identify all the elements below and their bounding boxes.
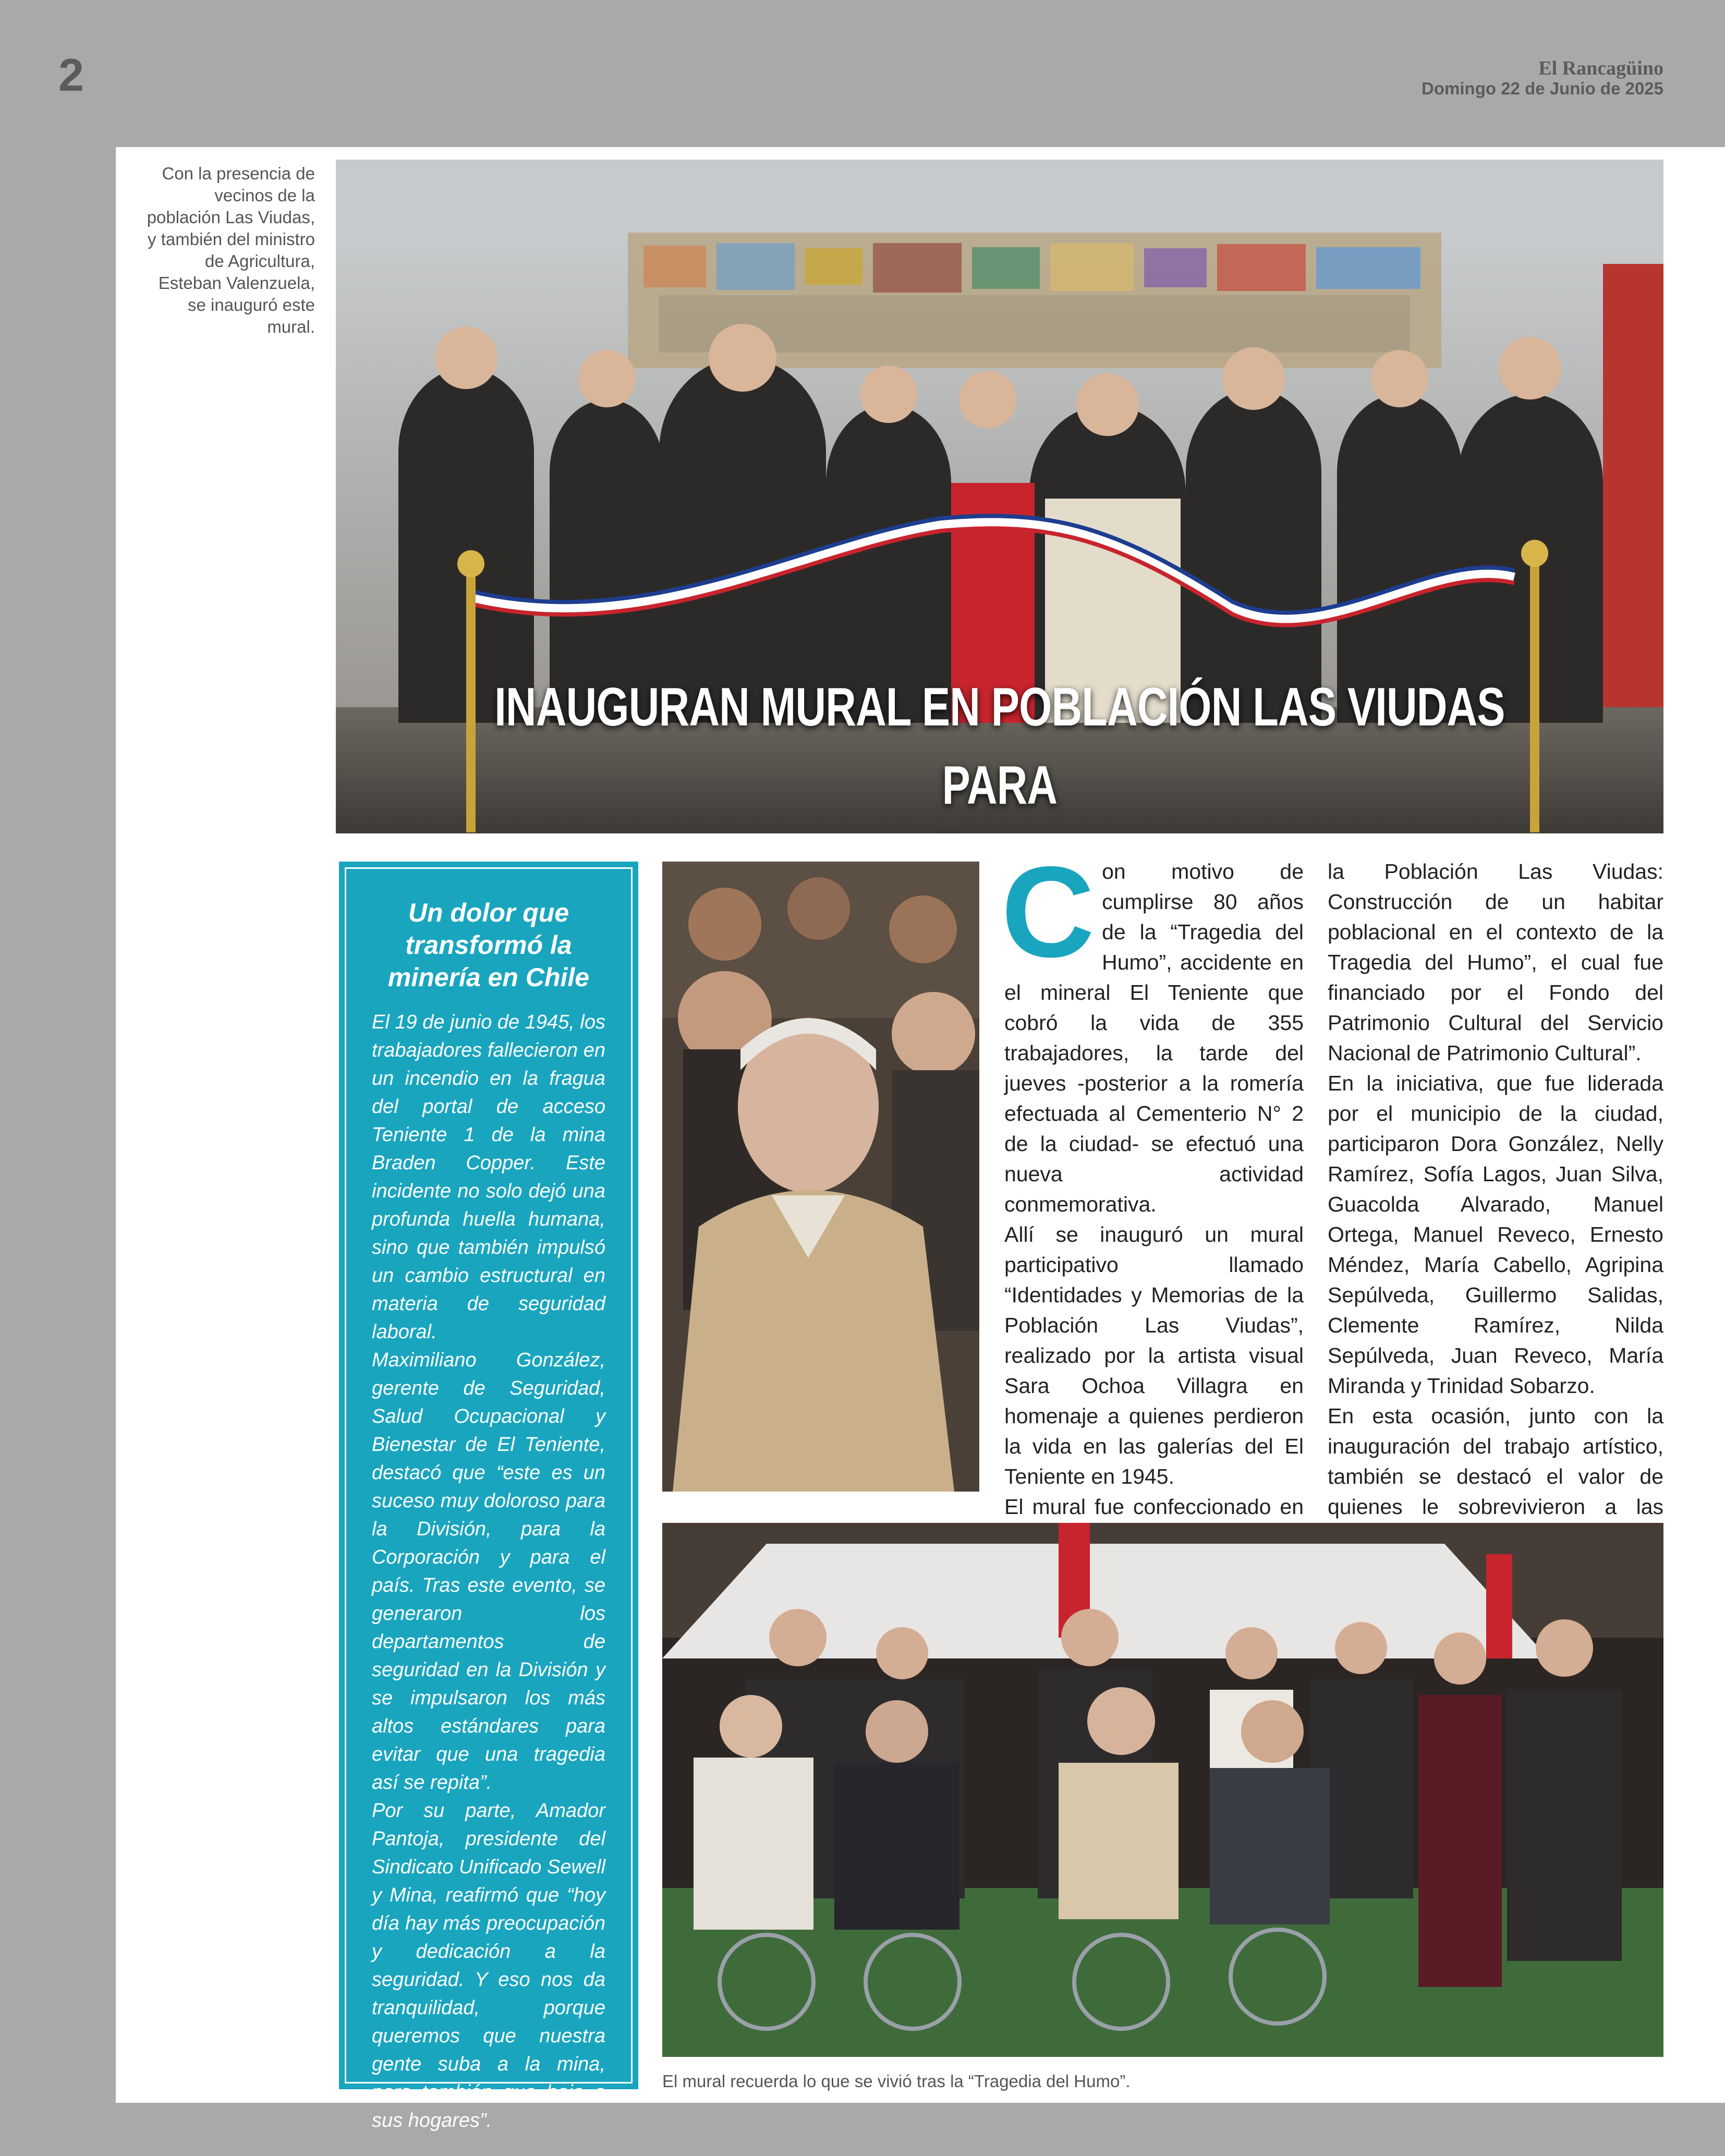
elderly-man-photo: [662, 862, 979, 1492]
article-paragraph: Allí se inauguró un mural participativo llamado “Identidades y Memorias de la Población Las Viudas”, realizado por la artista visual Sara Ochoa Villagra en homenaje a quienes perdieron la vida en las galerías del El Teniente en 1945.: [1004, 1222, 1304, 1488]
newspaper-name: El Rancagüino: [1538, 57, 1663, 79]
article-column-1: [1001, 839, 1304, 1613]
group-photo-illustration: [662, 1523, 1663, 2057]
article-column-2: [1328, 856, 1663, 1552]
article-paragraph: El mural fue confeccionado en: [1004, 1495, 1304, 1519]
headline: [482, 668, 1517, 833]
page-sheet: [116, 147, 1725, 2131]
article-paragraph: En la iniciativa, que fue liderada por el municipio de la ciudad, participaron Dora González, Nelly Ramírez, Sofía Lagos, Juan Silva, Guacolda Alvarado, Manuel Ortega, Manuel Reveco, Ernesto Méndez, María Cabello, Agripina Sepúlveda, Guillermo Salidas, Clemente Ramírez, Nilda Sepúlveda, Juan Reveco, María Miranda y Trinidad Sobarzo.: [1328, 1071, 1663, 1398]
hero-photo: [336, 160, 1663, 833]
headline-line-1: INAUGURAN MURAL EN POBLACIÓN LAS VIUDAS PARA: [494, 677, 1505, 816]
page-number: 2: [58, 49, 84, 101]
sidebar-paragraph: El 19 de junio de 1945, los trabajadores fallecieron en un incendio en la fragua del portal de acceso Teniente 1 de la mina Braden Copper. Este incidente no solo dejó una profunda huella humana, sino que también impulsó un cambio estructural en materia de seguridad laboral.: [372, 1011, 605, 1343]
article-paragraph: En esta ocasión, junto con la inauguración del trabajo artístico, también se destacó el valor de quienes le sobrevivieron a las: [1328, 1404, 1663, 1519]
elderly-man-photo-illustration: [662, 862, 979, 1492]
masthead: [1422, 58, 1663, 98]
sidebar-body: [372, 1008, 605, 2135]
top-photo-caption: Con la presencia de vecinos de la población Las Viudas, y también del ministro de Agricultura, Esteban Valenzuela, se inauguró este mural.: [147, 164, 315, 336]
group-photo: [662, 1523, 1663, 2057]
bottom-photo-caption: El mural recuerda lo que se vivió tras la “Tragedia del Humo”.: [662, 2072, 1131, 2091]
sidebar-title: Un dolor que transformó la minería en Chile: [387, 898, 590, 992]
issue-date: Domingo 22 de Junio de 2025: [1422, 78, 1663, 98]
sidebar-paragraph: Por su parte, Amador Pantoja, presidente del Sindicato Unificado Sewell y Mina, reafirmó que “hoy día hay más preocupación y dedicación a la seguridad. Y eso nos da tranquilidad, porque queremos que nuestra gente suba a la mina, pero también que baje a sus hogares”.: [372, 1800, 605, 2131]
drop-cap: C: [1001, 839, 1095, 984]
article-paragraph: on motivo de cumplirse 80 años de la “Tragedia del Humo”, accidente en el mineral El Teniente que cobró la vida de 355 trabajadores, la tarde del jueves -posterior a la romería efectuada al Cementerio N° 2 de la ciudad- se efectuó una nueva actividad conmemorativa.: [1004, 859, 1304, 1216]
sidebar-box: [339, 862, 638, 2131]
headline-line-2: [482, 825, 1517, 833]
sidebar-paragraph: Maximiliano González, gerente de Seguridad, Salud Ocupacional y Bienestar de El Teniente, destacó que “este es un suceso muy doloroso para la División, para la Corporación y para el país. Tras este evento, se generaron los departamentos de seguridad en la División y se impulsaron los más altos estándares para evitar que una tragedia así se repita”.: [372, 1349, 605, 1794]
article-paragraph: la Población Las Viudas: Construcción de un habitar poblacional en el contexto de la Tragedia del Humo”, el cual fue financiado por el Fondo del Patrimonio Cultural del Servicio Nacional de Patrimonio Cultural”.: [1328, 859, 1663, 1065]
